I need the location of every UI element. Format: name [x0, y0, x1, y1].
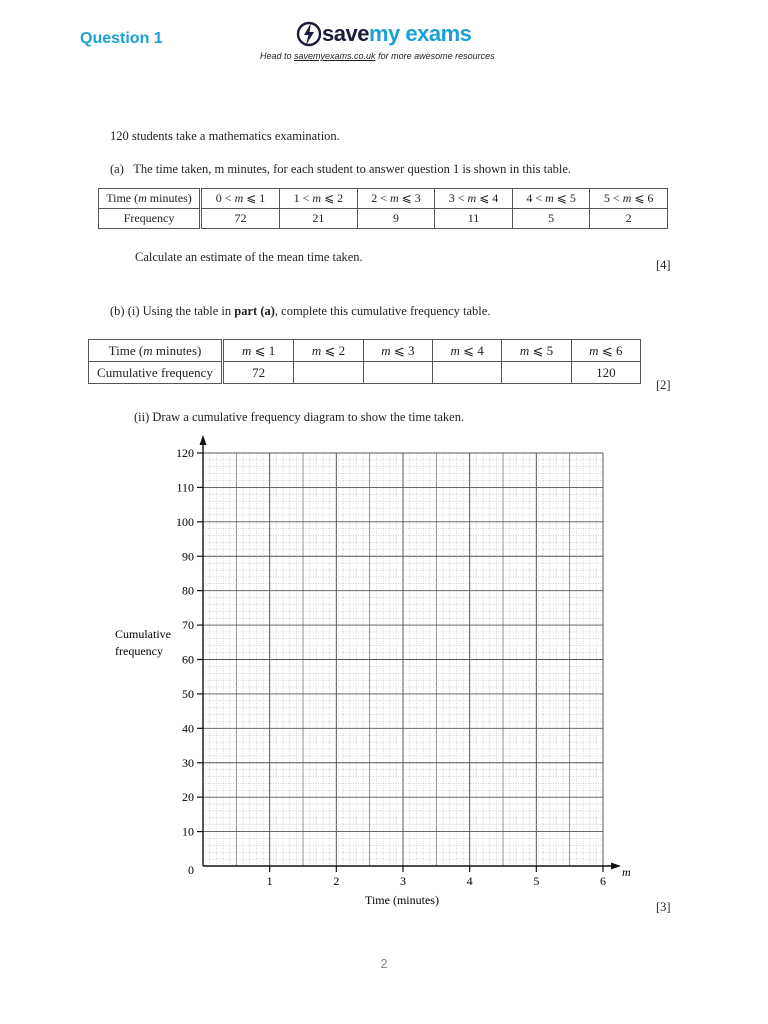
page-number: 2	[380, 956, 388, 971]
cumulative-answer-cell[interactable]	[502, 362, 571, 384]
x-axis-label: Time (minutes)	[365, 893, 439, 907]
y-tick-label: 10	[182, 824, 194, 839]
class-interval: m ⩽ 3	[363, 340, 432, 362]
frequency-table	[98, 188, 668, 229]
class-interval: m ⩽ 5	[502, 340, 571, 362]
x-tick-label: 3	[400, 874, 406, 888]
cumulative-cell: 72	[223, 362, 294, 384]
table-header: Cumulative frequency	[89, 362, 223, 384]
y-axis-arrow-icon	[200, 435, 207, 445]
class-interval: m ⩽ 4	[433, 340, 502, 362]
frequency-cell: 11	[435, 209, 513, 229]
y-tick-label: 60	[182, 652, 194, 667]
frequency-cell: 21	[280, 209, 358, 229]
y-tick-label: 100	[176, 514, 194, 529]
y-tick-label: 70	[182, 618, 194, 633]
frequency-cell: 9	[357, 209, 435, 229]
tick-labels	[176, 446, 606, 888]
class-interval: 3 < m ⩽ 4	[435, 189, 513, 209]
part-a-instruction: Calculate an estimate of the mean time taken.	[135, 250, 363, 264]
class-interval: 2 < m ⩽ 3	[357, 189, 435, 209]
part-b-text: (b) (i) Using the table in part (a), complete this cumulative frequency table.	[110, 304, 491, 318]
x-tick-label: 6	[600, 874, 606, 888]
class-interval: m ⩽ 1	[223, 340, 294, 362]
y-axis-label-line2: frequency	[115, 644, 163, 658]
x-axis-symbol: m	[622, 865, 631, 879]
x-axis-arrow-icon	[611, 863, 621, 870]
frequency-cell: 72	[201, 209, 280, 229]
y-tick-label: 50	[182, 686, 194, 701]
class-interval: 0 < m ⩽ 1	[201, 189, 280, 209]
table-row	[89, 362, 641, 384]
part-a-marks: [4]	[656, 258, 671, 272]
table-row	[99, 209, 668, 229]
class-interval: m ⩽ 2	[294, 340, 363, 362]
class-interval: 4 < m ⩽ 5	[512, 189, 590, 209]
part-a-text: (a) The time taken, m minutes, for each student to answer question 1 is shown in this table.	[110, 162, 572, 176]
y-tick-label: 90	[182, 549, 194, 564]
y-tick-label: 80	[182, 583, 194, 598]
x-tick-label: 5	[533, 874, 540, 888]
table-header: Frequency	[99, 209, 201, 229]
x-tick-label: 4	[466, 874, 473, 888]
logo[interactable]	[296, 18, 471, 50]
part-b-ii-text: (ii) Draw a cumulative frequency diagram to show the time taken.	[134, 410, 465, 424]
frequency-cell: 2	[590, 209, 668, 229]
frequency-cell: 5	[512, 209, 590, 229]
y-tick-label: 110	[176, 480, 194, 495]
cumulative-frequency-graph[interactable]	[100, 430, 660, 920]
cumulative-cell: 120	[571, 362, 640, 384]
table-header: Time (m minutes)	[99, 189, 201, 209]
question-title: Question 1	[80, 30, 163, 47]
intro-text: 120 students take a mathematics examination.	[110, 129, 340, 143]
tagline: Head to savemyexams.co.uk for more awesome resources	[260, 51, 495, 61]
y-tick-label: 20	[182, 790, 194, 805]
class-interval: 1 < m ⩽ 2	[280, 189, 358, 209]
logo-text: savemy exams	[322, 21, 472, 46]
table-row	[99, 189, 668, 209]
cumulative-answer-cell[interactable]	[363, 362, 432, 384]
part-b-marks: [2]	[656, 378, 671, 392]
y-tick-label: 120	[176, 446, 194, 460]
table-header: Time (m minutes)	[89, 340, 223, 362]
class-interval: m ⩽ 6	[571, 340, 640, 362]
class-interval: 5 < m ⩽ 6	[590, 189, 668, 209]
y-tick-label: 40	[182, 721, 194, 736]
table-row	[89, 340, 641, 362]
y-axis-label: Cumulative	[115, 627, 171, 641]
x-tick-label: 1	[266, 874, 273, 888]
y-tick-label: 30	[182, 755, 194, 770]
part-b-ii-marks: [3]	[656, 900, 671, 914]
axes	[197, 435, 621, 872]
x-tick-label: 2	[333, 874, 340, 888]
cumulative-answer-cell[interactable]	[433, 362, 502, 384]
cumulative-answer-cell[interactable]	[294, 362, 363, 384]
x-tick-label: 0	[188, 863, 194, 877]
cumulative-frequency-table	[88, 339, 641, 384]
lightning-bolt-icon	[296, 20, 322, 48]
graph-paper-grid	[203, 453, 603, 866]
website-link[interactable]: savemyexams.co.uk	[294, 51, 376, 61]
